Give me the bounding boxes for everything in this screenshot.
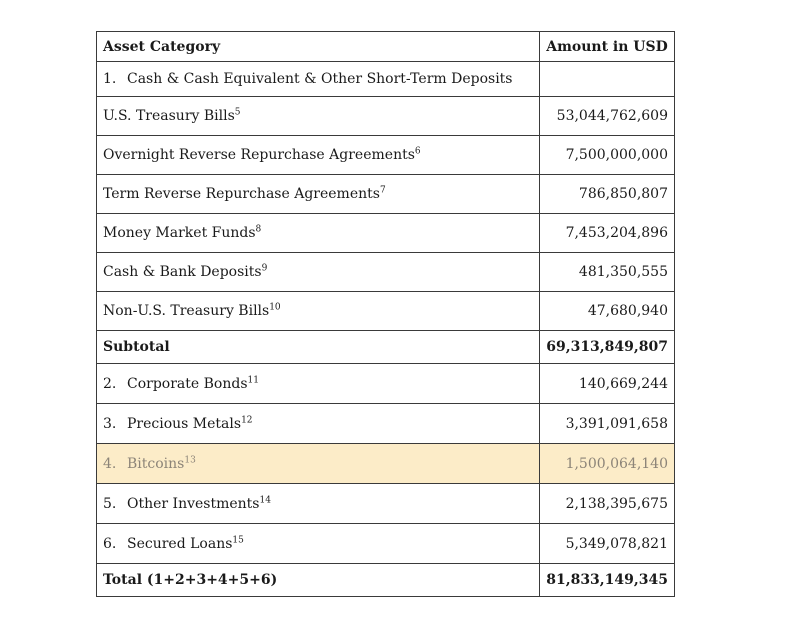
subtotal-row [97,331,675,364]
row-label: Cash & Cash Equivalent & Other Short-Term Deposits [127,71,513,87]
footnote-ref: 8 [255,224,262,235]
row-amount: 53,044,762,609 [540,97,675,136]
row-amount: 1,500,064,140 [540,444,675,484]
row-label: Money Market Funds [103,225,256,241]
footnote-ref: 13 [184,454,196,465]
footnote-ref: 12 [241,414,253,425]
subtotal-label: Subtotal [97,331,540,364]
row-amount: 5,349,078,821 [540,524,675,564]
footnote-ref: 14 [259,494,271,505]
footnote-ref: 15 [232,534,244,545]
row-amount: 3,391,091,658 [540,404,675,444]
row-amount: 2,138,395,675 [540,484,675,524]
total-row [97,564,675,597]
row-number: 4. [103,455,117,472]
row-label: Cash & Bank Deposits [103,264,262,280]
section-row-cash [97,62,675,97]
row-label: Corporate Bonds [127,375,248,392]
total-amount: 81,833,149,345 [540,564,675,597]
row-number: 3. [103,415,117,432]
row-amount: 47,680,940 [540,292,675,331]
row-amount: 7,453,204,896 [540,214,675,253]
table-row [97,404,675,444]
footnote-ref: 11 [247,374,259,385]
table-row [97,292,675,331]
footnote-ref: 5 [234,107,241,118]
row-amount: 481,350,555 [540,253,675,292]
footnote-ref: 10 [269,302,281,313]
table-row [97,484,675,524]
table-row [97,175,675,214]
row-label: Overnight Reverse Repurchase Agreements [103,147,415,163]
row-label: Term Reverse Repurchase Agreements [103,186,380,202]
asset-table [96,31,675,597]
table-row [97,214,675,253]
row-label: Precious Metals [127,415,242,432]
row-label: Other Investments [127,495,260,512]
footnote-ref: 7 [379,185,386,196]
section-cell [97,62,540,97]
footnote-ref: 9 [261,263,268,274]
row-number: 6. [103,535,117,552]
row-number: 1. [103,71,117,87]
total-label: Total (1+2+3+4+5+6) [97,564,540,597]
table-row [97,364,675,404]
table-row [97,253,675,292]
subtotal-amount: 69,313,849,807 [540,331,675,364]
row-number: 5. [103,495,117,512]
row-label: Bitcoins [127,455,185,472]
table-row [97,136,675,175]
row-label: U.S. Treasury Bills [103,108,235,124]
row-amount: 140,669,244 [540,364,675,404]
header-amount: Amount in USD [540,32,675,62]
row-label: Secured Loans [127,535,233,552]
table-row [97,97,675,136]
row-amount: 7,500,000,000 [540,136,675,175]
footnote-ref: 6 [414,146,421,157]
row-amount: 786,850,807 [540,175,675,214]
empty-amount-cell [540,62,675,97]
table-row [97,524,675,564]
row-label: Non-U.S. Treasury Bills [103,303,270,319]
row-number: 2. [103,375,117,392]
highlighted-row-bitcoins [97,444,675,484]
asset-table-container [96,31,675,597]
header-row [97,32,675,62]
header-asset-category: Asset Category [97,32,540,62]
